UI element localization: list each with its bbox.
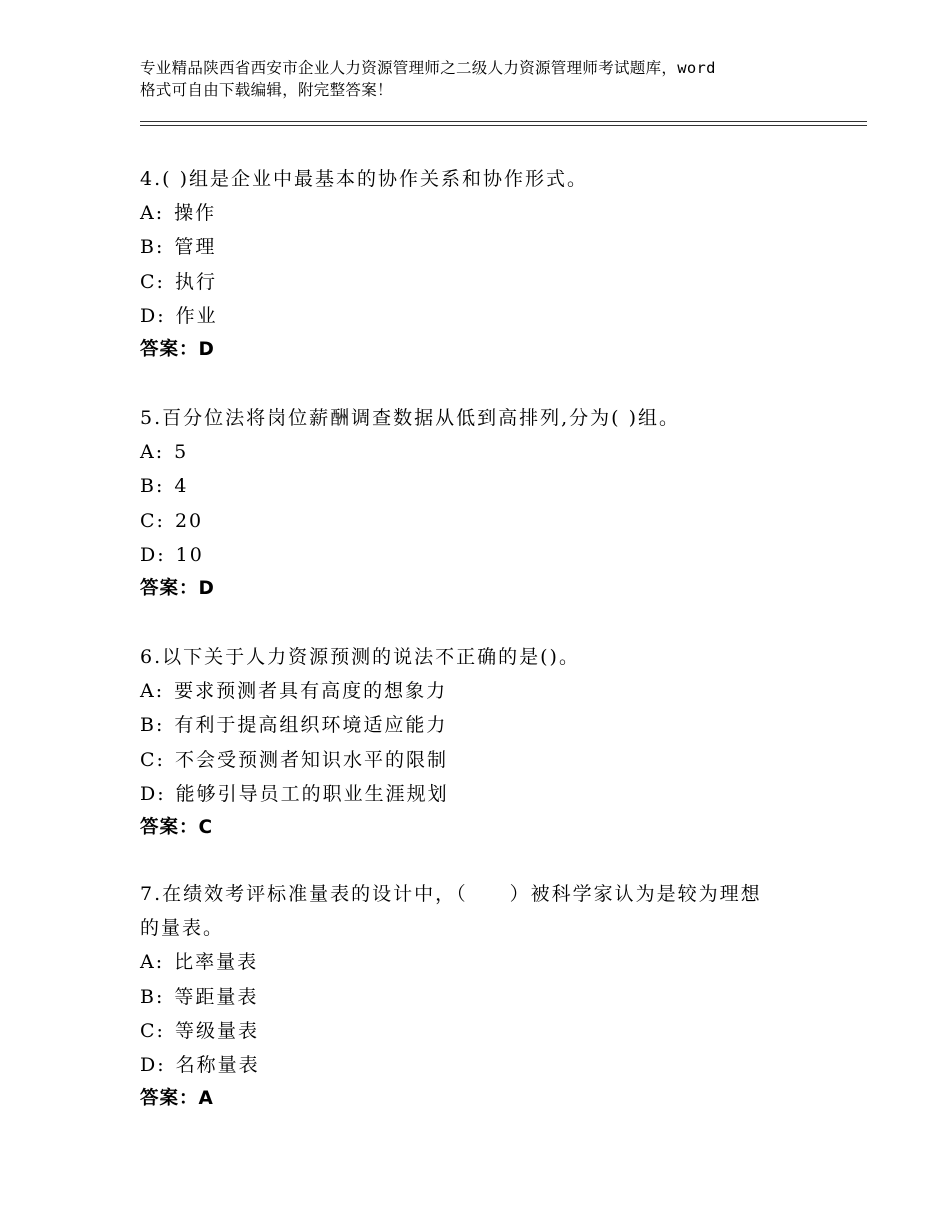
option-separator: : (155, 714, 165, 737)
option-separator: : (157, 1053, 166, 1076)
option-separator: : (155, 680, 165, 703)
option-letter: B (140, 714, 156, 737)
option-text: 20 (174, 509, 204, 532)
option-text: 10 (175, 543, 204, 566)
option-letter: B (140, 236, 156, 259)
option-text: 等级量表 (174, 1019, 259, 1042)
option-a (140, 196, 820, 230)
option-separator: : (155, 441, 165, 464)
option-b (140, 708, 820, 742)
option-text: 5 (174, 441, 189, 464)
option-letter: A (140, 202, 156, 225)
question-stem: 4.( )组是企业中最基本的协作关系和协作形式。 (140, 168, 588, 190)
option-text: 名称量表 (175, 1053, 260, 1076)
option-c (140, 1014, 820, 1048)
option-letter: D (140, 1053, 158, 1076)
option-letter: C (140, 270, 157, 293)
option-b (140, 230, 820, 264)
option-separator: : (156, 509, 165, 532)
question-7 (140, 877, 820, 1116)
option-text: 执行 (174, 270, 217, 293)
option-text: 操作 (174, 202, 217, 225)
option-d (140, 299, 820, 333)
option-d (140, 1048, 820, 1082)
header-line-1: 专业精品陕西省西安市企业人力资源管理师之二级人力资源管理师考试题库，word (140, 59, 716, 77)
option-separator: : (157, 782, 166, 805)
option-text: 等距量表 (174, 985, 259, 1008)
question-stem: 6.以下关于人力资源预测的说法不正确的是()。 (140, 646, 580, 668)
option-separator: : (155, 475, 165, 498)
question-5 (140, 401, 820, 606)
option-letter: A (140, 441, 156, 464)
option-d (140, 538, 820, 572)
header-line-2: 格式可自由下载编辑，附完整答案！ (140, 81, 393, 99)
document-header (140, 57, 840, 101)
header-divider-top (140, 121, 867, 122)
option-separator: : (155, 202, 165, 225)
option-text: 要求预测者具有高度的想象力 (174, 680, 448, 703)
question-stem: 5.百分位法将岗位薪酬调查数据从低到高排列,分为( )组。 (140, 407, 681, 429)
option-separator: : (155, 951, 165, 974)
answer-line: 答案：A (140, 1088, 214, 1110)
option-separator: : (157, 543, 166, 566)
option-text: 作业 (175, 304, 218, 327)
option-text: 4 (174, 475, 189, 498)
question-4 (140, 162, 820, 367)
option-separator: : (156, 270, 165, 293)
answer-line: 答案：D (140, 577, 215, 599)
answer-line: 答案：C (140, 816, 214, 838)
option-separator: : (155, 985, 165, 1008)
option-text: 比率量表 (174, 951, 259, 974)
option-b (140, 980, 820, 1014)
option-letter: D (140, 782, 158, 805)
option-separator: : (155, 236, 165, 259)
option-letter: A (140, 680, 156, 703)
option-separator: : (156, 748, 165, 771)
option-letter: A (140, 951, 156, 974)
question-6 (140, 640, 820, 845)
question-stem-line-2: 的量表。 (140, 917, 225, 940)
answer-line: 答案：D (140, 338, 215, 360)
option-a (140, 435, 820, 469)
option-letter: B (140, 985, 156, 1008)
option-text: 不会受预测者知识水平的限制 (174, 748, 448, 771)
option-d (140, 777, 820, 811)
option-separator: : (157, 304, 166, 327)
option-text: 有利于提高组织环境适应能力 (174, 714, 448, 737)
option-letter: C (140, 509, 157, 532)
option-b (140, 469, 820, 503)
option-letter: B (140, 475, 156, 498)
header-divider-bottom (140, 125, 867, 126)
option-letter: C (140, 1019, 157, 1042)
option-c (140, 504, 820, 538)
option-a (140, 945, 820, 979)
option-c (140, 265, 820, 299)
option-c (140, 743, 820, 777)
option-letter: D (140, 543, 158, 566)
option-separator: : (156, 1019, 165, 1042)
option-text: 管理 (174, 236, 217, 259)
option-a (140, 674, 820, 708)
option-letter: D (140, 304, 158, 327)
option-text: 能够引导员工的职业生涯规划 (175, 782, 449, 805)
question-stem-line-1: 7.在绩效考评标准量表的设计中，（ ）被科学家认为是较为理想 (140, 883, 762, 905)
option-letter: C (140, 748, 157, 771)
